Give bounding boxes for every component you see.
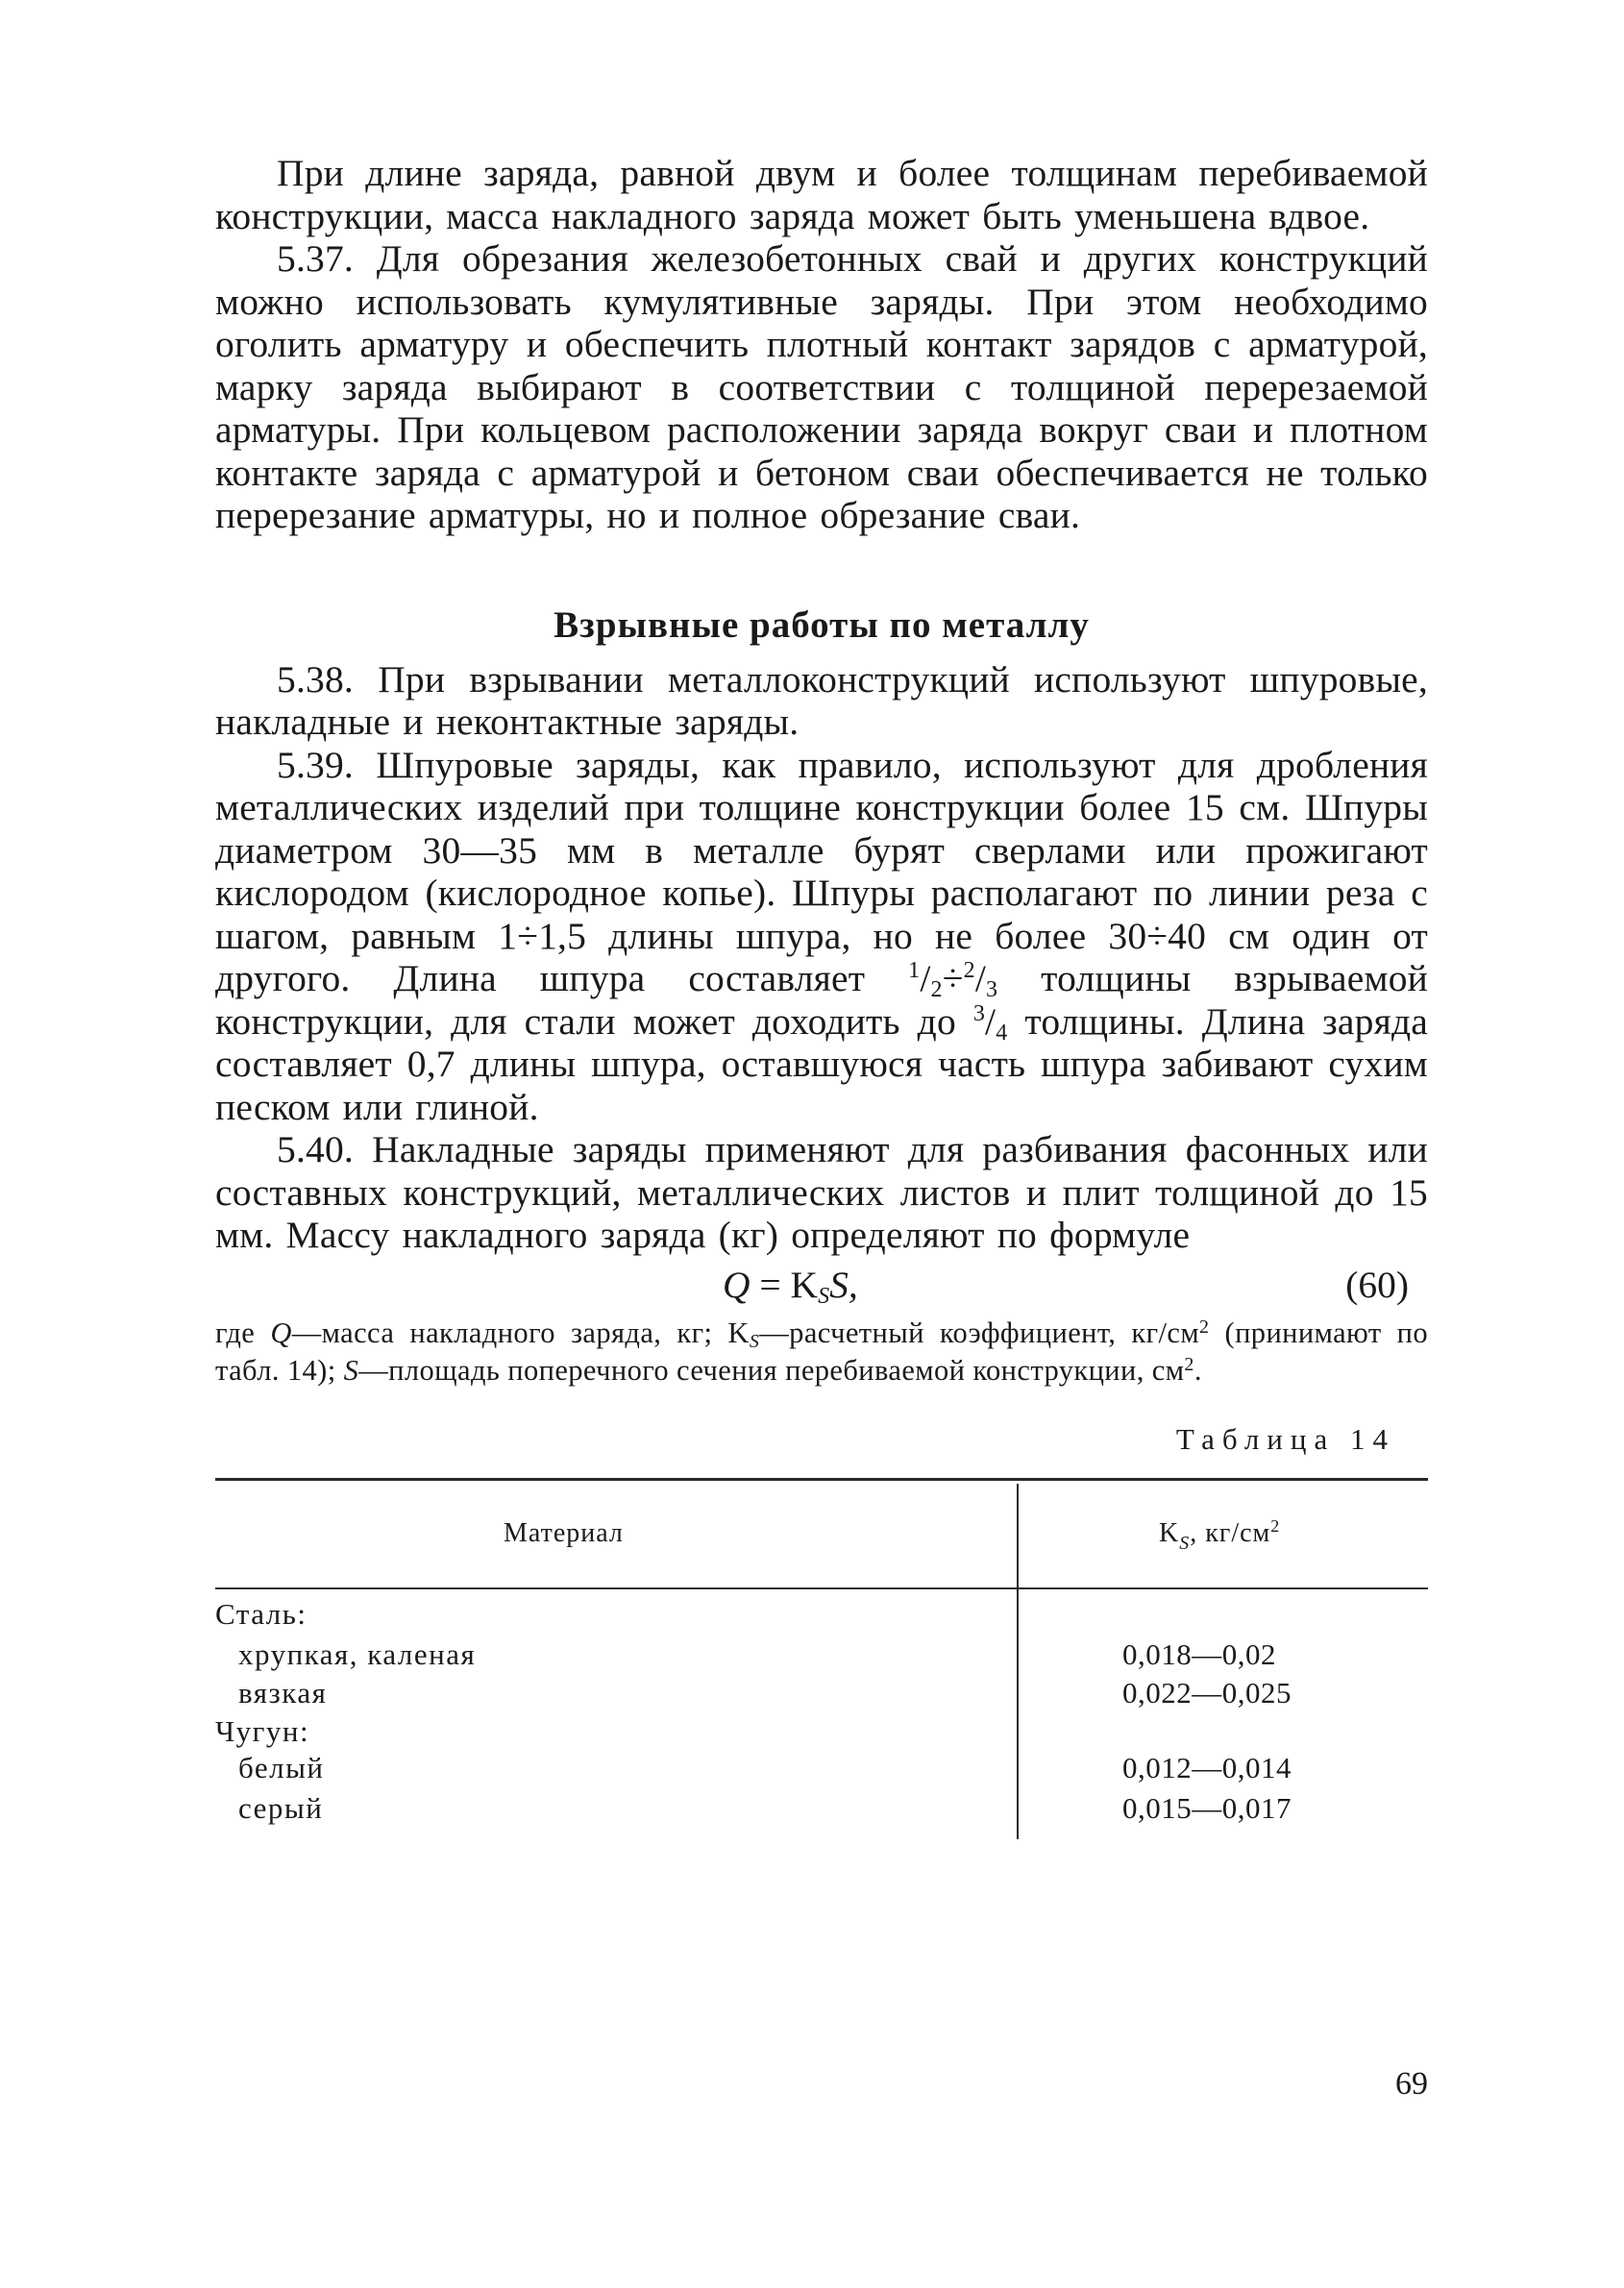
table-header-ks-subscript: S [1179, 1532, 1191, 1554]
fraction-denominator: 3 [986, 977, 998, 1002]
paragraph-5-39: 5.39. Шпуровые заряды, как правило, используют для дробления металлических изделий при толщине конструкции более 15 см. Шпуры диаметром 30—35 мм в металле бурят сверлами или прожигают кислородом (кислородное копье). Шпуры располагают по линии реза с шагом, равным 1÷1,5 длины шпура, но не более 30÷40 см один от другого. Длина шпура составляет $^1/_2\div^2/_3$ толщины взрываемой конструкции, для стали может доходить до $^3/_4$ толщины. Длина заряда составляет 0,7 длины шпура, оставшуюся часть шпура забивают сухим песком или глиной. [215, 743, 1428, 1128]
table-header-ks-suffix: , кг/см [1190, 1517, 1271, 1548]
section-heading: Взрывные работы по металлу [554, 603, 1090, 646]
page-number: 69 [1395, 2066, 1428, 2102]
table-row-value: 0,012—0,014 [1122, 1750, 1292, 1784]
table-row-value: 0,015—0,017 [1122, 1790, 1292, 1825]
formula-rhs: S, [829, 1263, 858, 1306]
paragraph-5-40 [215, 1128, 1428, 1257]
fraction-numerator: 1 [908, 958, 921, 983]
table-row-value: 0,018—0,02 [1122, 1636, 1276, 1671]
table-row-value: 0,022—0,025 [1122, 1675, 1292, 1710]
note-symbol: S [343, 1353, 359, 1387]
note-superscript: 2 [1184, 1353, 1194, 1375]
table-row-group-label: Чугун: [215, 1713, 310, 1748]
note-text: где [215, 1316, 271, 1349]
table-row-label: вязкая [238, 1675, 328, 1710]
page-content [215, 152, 1428, 1839]
note-subscript: S [749, 1330, 760, 1352]
paragraph-5-39-part3: толщины. Длина заряда составляет 0,7 длины шпура, оставшуюся часть шпура забивают сухим песком или глиной. [215, 999, 1428, 1128]
fraction-denominator: 2 [930, 977, 943, 1002]
coefficient-table [215, 1478, 1428, 1839]
paragraph-5-39-part2: толщины взрываемой конструкции, для стали может доходить до [215, 957, 1428, 1043]
table-top-rule [215, 1478, 1428, 1481]
formula-note [215, 1315, 1428, 1390]
paragraph-5-37 [215, 237, 1428, 537]
table-column-divider [1017, 1484, 1019, 1839]
paragraph-5-40-text: 5.40. Накладные заряды применяют для разбивания фасонных или составных конструкций, металлических листов и плит толщиной до 15 мм. Массу накладного заряда (кг) определяют по формуле [215, 1128, 1428, 1256]
paragraph-5-38 [215, 658, 1428, 744]
note-superscript: 2 [1199, 1316, 1210, 1338]
table-header-ks [1159, 1515, 1281, 1554]
table-row-label: хрупкая, каленая [238, 1636, 477, 1671]
note-symbol: Q [270, 1316, 292, 1349]
fraction-separator: ÷ [942, 957, 964, 999]
formula [723, 1263, 858, 1307]
note-text: —площадь поперечного сечения перебиваемой конструкции, см [358, 1353, 1185, 1387]
note-text: —масса накладного заряда, кг; K [291, 1316, 750, 1349]
table-header-rule [215, 1587, 1428, 1589]
formula-row [215, 1259, 1428, 1311]
paragraph-5-39-part1: 5.39. Шпуровые заряды, как правило, используют для дробления металлических изделий при толщине конструкции более 15 см. Шпуры диаметром 30—35 мм в металле бурят сверлами или прожигают кислородом (кислородное копье). Шпуры располагают по линии реза с шагом, равным 1÷1,5 длины шпура, но не более 30÷40 см один от другого. Длина шпура составляет [215, 743, 1428, 999]
paragraph-intro-text: При длине заряда, равной двум и более толщинам перебиваемой конструкции, масса накладного заряда может быть уменьшена вдвое. [215, 152, 1428, 237]
fraction-denominator: 4 [996, 1020, 1008, 1046]
fraction-numerator: 2 [963, 958, 975, 983]
note-text: —расчетный коэффициент, кг/см [759, 1316, 1200, 1349]
paragraph-5-38-text: 5.38. При взрывании металлоконструкций используют шпуровые, накладные и неконтактные заряды. [215, 657, 1428, 743]
table-row-label: серый [238, 1790, 324, 1825]
table-row-group-label: Сталь: [215, 1596, 308, 1631]
formula-lhs: Q [723, 1263, 750, 1306]
note-text: . [1193, 1353, 1202, 1387]
paragraph-5-37-text: 5.37. Для обрезания железобетонных свай и других конструкций можно использовать кумулятивные заряды. При этом необходимо оголить арматуру и обеспечить плотный контакт зарядов с арматурой, марку заряда выбирают в соответствии с толщиной перерезаемой арматуры. При кольцевом расположении заряда вокруг сваи и плотном контакте заряда с арматурой и бетоном сваи обеспечивается не только перерезание арматуры, но и полное обрезание сваи. [215, 237, 1428, 536]
formula-subscript: S [818, 1283, 830, 1309]
paragraph-intro [215, 152, 1428, 237]
note-text: (принимают по табл. 14); [215, 1316, 1428, 1387]
formula-equals: = K [750, 1263, 819, 1306]
table-header-ks-prefix: K [1159, 1517, 1180, 1548]
table-caption: Таблица 14 [1175, 1421, 1395, 1456]
table-row-label: белый [238, 1750, 325, 1784]
table-header-ks-superscript: 2 [1270, 1515, 1281, 1536]
table-header-material: Материал [504, 1517, 624, 1548]
formula-number: (60) [1345, 1263, 1409, 1306]
fraction-numerator: 3 [972, 1000, 986, 1026]
